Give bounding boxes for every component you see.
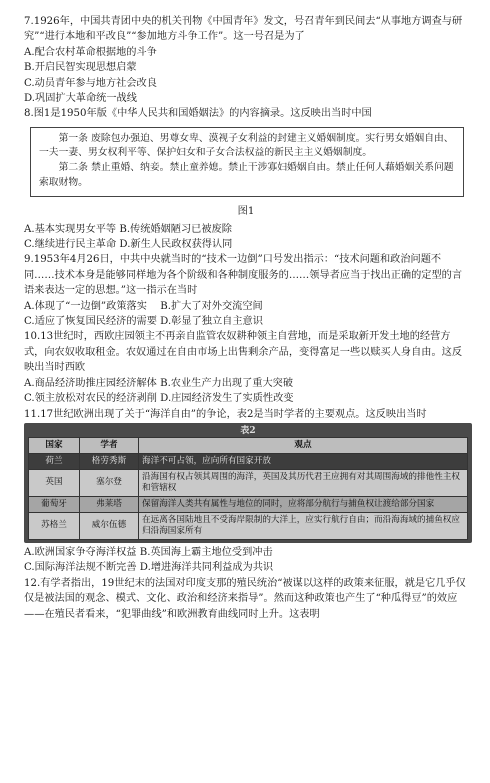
cell-view: 保留海洋人类共有属性与地位的同时，应将部分航行与捕鱼权让渡给部分国家	[139, 496, 468, 512]
cell-country: 英国	[29, 469, 80, 496]
cell-country: 苏格兰	[29, 512, 80, 539]
question-stem: 10.13世纪时，西欧庄园领主不再亲自监管农奴耕种领主自营地，而是采取新开发土地的经营方式，向农奴收取租金。农奴通过在自由市场上出售剩余产品，变得富足一些以赎买人身自由。这反映出当时西欧	[24, 331, 463, 374]
table-row	[29, 496, 468, 512]
table-header-row	[29, 437, 468, 453]
law-article-2: 第二条 禁止重婚、纳妾。禁止童养媳。禁止干涉寡妇婚姻自由。禁止任何人藉婚姻关系问题索取财物。	[39, 162, 454, 188]
table-row	[29, 469, 468, 496]
cell-scholar: 弗莱塔	[80, 496, 139, 512]
question-stem: 11.17世纪欧洲出现了关于“海洋自由”的争论，表2是当时学者的主要观点。这反映出当时	[24, 408, 427, 420]
question-10	[24, 329, 468, 406]
question-stem: 9.1953年4月26日，中共中央就当时的“技术一边倒”口号发出指示：“技术问题和政治问题不同……技术本身是能够同样地为各个阶级和各种制度服务的……领导者应当于找出正确的定型的言语来表达一定的思想。”这一指示在当时	[24, 254, 463, 297]
cell-country: 荷兰	[29, 453, 80, 469]
option-c: C.动员青年参与地方社会改良	[24, 77, 157, 89]
figure-caption: 图1	[237, 206, 255, 218]
scholars-table-photo	[24, 423, 472, 543]
question-9	[24, 252, 468, 329]
options-ab: A.商品经济助推庄园经济解体 B.农业生产力出现了重大突破	[24, 377, 294, 389]
options-ab: A.体现了“一边倒”政策落实 B.扩大了对外交流空间	[24, 300, 263, 312]
header-view: 观点	[139, 437, 468, 453]
cell-view: 海洋不可占领，应向所有国家开放	[139, 453, 468, 469]
options-ab: A.欧洲国家争夺海洋权益 B.英国海上霸主地位受到冲击	[24, 546, 273, 558]
table-row	[29, 512, 468, 539]
law-article-1: 第一条 废除包办强迫、男尊女卑、漠视子女利益的封建主义婚姻制度。实行男女婚姻自由、一夫一妻、男女权利平等、保护妇女和子女合法权益的新民主主义婚姻制度。	[39, 132, 454, 159]
question-12	[24, 576, 468, 622]
options-cd: C.领主放松对农民的经济剥削 D.庄园经济发生了实质性改变	[24, 393, 294, 405]
question-stem: 12.有学者指出，19世纪末的法国对印度支那的殖民统治“被谋以这样的政策来征服，就是它几乎仅仅是被法国的观念、模式、文化、政治和经济来指导”。然而这种政策也产生了“种瓜得豆”的效应——在殖民者看来，“犯罪曲线”和欧洲教育曲线同时上升。这表明	[24, 577, 466, 620]
question-stem: 8.图1是1950年版《中华人民共和国婚姻法》的内容摘录。这反映出当时中国	[24, 108, 372, 120]
cell-scholar: 塞尔登	[80, 469, 139, 496]
cell-view: 沿海国有权占领其周围的海洋，英国及其历代君王应拥有对其周围海域的排他性主权和管辖权	[139, 469, 468, 496]
option-d: D.巩固扩大革命统一战线	[24, 93, 137, 105]
header-country: 国家	[29, 437, 80, 453]
scholars-table	[28, 437, 468, 540]
table-row	[29, 453, 468, 469]
cell-scholar: 威尔伍德	[80, 512, 139, 539]
table-title: 表2	[240, 425, 256, 436]
question-stem: 7.1926年，中国共青团中央的机关刊物《中国青年》发文，号召青年到民间去“从事地方调查与研究”“进行本地和平改良”“参加地方斗争工作”。这一号召是为了	[24, 16, 463, 43]
options-cd: C.适应了恢复国民经济的需要 D.彰显了独立自主意识	[24, 316, 263, 328]
header-scholar: 学者	[80, 437, 139, 453]
marriage-law-excerpt-box	[30, 127, 464, 197]
cell-view: 在远离各国陆地且不受海岸限制的大洋上，应实行航行自由；而沿海海域的捕鱼权应归沿海国家所有	[139, 512, 468, 539]
cell-scholar: 格劳秀斯	[80, 453, 139, 469]
question-11	[24, 407, 468, 576]
options-cd: C.国际海洋法规不断完善 D.增进海洋共同利益成为共识	[24, 562, 274, 574]
option-a: A.配合农村革命根据地的斗争	[24, 46, 157, 58]
cell-country: 葡萄牙	[29, 496, 80, 512]
question-7	[24, 14, 468, 106]
option-b: B.开启民智实现思想启蒙	[24, 62, 137, 74]
options-ab: A.基本实现男女平等 B.传统婚姻陋习已被废除	[24, 223, 232, 235]
question-8	[24, 106, 468, 252]
options-cd: C.继续进行民主革命 D.新生人民政权获得认同	[24, 239, 233, 251]
